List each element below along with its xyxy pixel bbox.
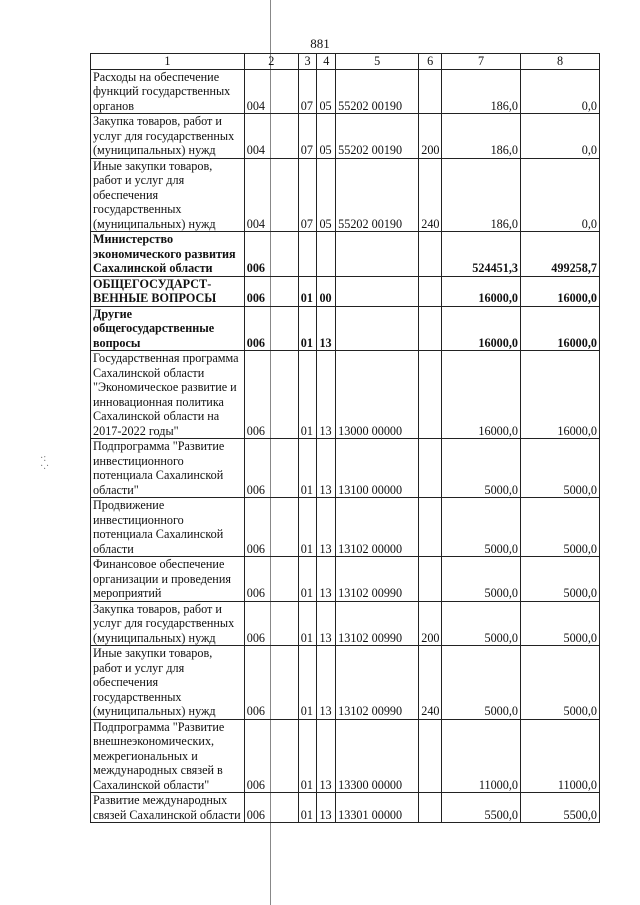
ministry-code-cell: 004: [244, 114, 298, 159]
table-row: [91, 158, 600, 232]
section-cell: 01: [298, 498, 317, 557]
subsection-cell: 05: [317, 69, 336, 114]
table-row: [91, 276, 600, 306]
column-header: 5: [336, 54, 419, 70]
amount-year1-cell: 186,0: [442, 69, 521, 114]
target-article-cell: 13102 00000: [336, 498, 419, 557]
table-row: [91, 557, 600, 602]
subsection-cell: 13: [317, 306, 336, 351]
target-article-cell: 13102 00990: [336, 601, 419, 646]
subsection-cell: 13: [317, 439, 336, 498]
section-cell: 07: [298, 69, 317, 114]
ministry-code-cell: 006: [244, 601, 298, 646]
ministry-code-cell: 006: [244, 351, 298, 439]
section-cell: 01: [298, 306, 317, 351]
expense-type-cell: [419, 719, 442, 793]
expense-type-cell: [419, 351, 442, 439]
amount-year1-cell: 186,0: [442, 114, 521, 159]
target-article-cell: 13000 00000: [336, 351, 419, 439]
subsection-cell: 13: [317, 351, 336, 439]
section-cell: 07: [298, 114, 317, 159]
target-article-cell: 13102 00990: [336, 557, 419, 602]
table-row: [91, 114, 600, 159]
amount-year2-cell: 499258,7: [521, 232, 600, 277]
column-header: 8: [521, 54, 600, 70]
row-name-cell: Подпрограмма "Развитие внешнеэкономических, межрегиональных и международных связей в Сахалинской области": [91, 719, 245, 793]
scan-speck: ·: ·.·: [40, 453, 50, 472]
amount-year2-cell: 16000,0: [521, 351, 600, 439]
row-name-cell: Иные закупки товаров, работ и услуг для обеспечения государственных (муниципальных) нужд: [91, 646, 245, 720]
row-name-cell: Продвижение инвестиционного потенциала Сахалинской области: [91, 498, 245, 557]
row-name-cell: Подпрограмма "Развитие инвестиционного потенциала Сахалинской области": [91, 439, 245, 498]
amount-year1-cell: 16000,0: [442, 351, 521, 439]
column-header: 2: [244, 54, 298, 70]
target-article-cell: [336, 306, 419, 351]
row-name-cell: Государственная программа Сахалинской области "Экономическое развитие и инновационная политика Сахалинской области на 2017-2022 годы": [91, 351, 245, 439]
target-article-cell: 13301 00000: [336, 793, 419, 823]
ministry-code-cell: 006: [244, 646, 298, 720]
expense-type-cell: [419, 306, 442, 351]
subsection-cell: 05: [317, 114, 336, 159]
expense-type-cell: [419, 557, 442, 602]
expense-type-cell: 200: [419, 601, 442, 646]
section-cell: 07: [298, 158, 317, 232]
row-name-cell: Министерство экономического развития Сахалинской области: [91, 232, 245, 277]
table-row: [91, 719, 600, 793]
subsection-cell: 13: [317, 601, 336, 646]
table-row: [91, 498, 600, 557]
ministry-code-cell: 004: [244, 69, 298, 114]
table-row: [91, 351, 600, 439]
subsection-cell: 00: [317, 276, 336, 306]
amount-year1-cell: 16000,0: [442, 306, 521, 351]
section-cell: 01: [298, 439, 317, 498]
amount-year1-cell: 5000,0: [442, 646, 521, 720]
ministry-code-cell: 006: [244, 557, 298, 602]
page-number: 881: [310, 36, 330, 51]
amount-year2-cell: 5000,0: [521, 601, 600, 646]
row-name-cell: ОБЩЕГОСУДАРСТ-ВЕННЫЕ ВОПРОСЫ: [91, 276, 245, 306]
subsection-cell: 13: [317, 557, 336, 602]
row-name-cell: Закупка товаров, работ и услуг для государственных (муниципальных) нужд: [91, 114, 245, 159]
amount-year2-cell: 5500,0: [521, 793, 600, 823]
expense-type-cell: [419, 69, 442, 114]
row-name-cell: Другие общегосударственные вопросы: [91, 306, 245, 351]
section-cell: [298, 232, 317, 277]
amount-year2-cell: 0,0: [521, 158, 600, 232]
section-cell: 01: [298, 646, 317, 720]
amount-year1-cell: 16000,0: [442, 276, 521, 306]
column-header: 7: [442, 54, 521, 70]
subsection-cell: 13: [317, 719, 336, 793]
header-row: [91, 54, 600, 70]
target-article-cell: 13100 00000: [336, 439, 419, 498]
expense-type-cell: [419, 232, 442, 277]
table-row: [91, 306, 600, 351]
subsection-cell: 13: [317, 646, 336, 720]
amount-year2-cell: 5000,0: [521, 439, 600, 498]
row-name-cell: Финансовое обеспечение организации и проведения мероприятий: [91, 557, 245, 602]
section-cell: 01: [298, 601, 317, 646]
amount-year2-cell: 5000,0: [521, 498, 600, 557]
amount-year1-cell: 11000,0: [442, 719, 521, 793]
budget-table: [90, 53, 600, 823]
amount-year2-cell: 11000,0: [521, 719, 600, 793]
target-article-cell: [336, 232, 419, 277]
subsection-cell: [317, 232, 336, 277]
subsection-cell: 05: [317, 158, 336, 232]
section-cell: 01: [298, 276, 317, 306]
amount-year2-cell: 5000,0: [521, 646, 600, 720]
expense-type-cell: [419, 498, 442, 557]
table-row: [91, 793, 600, 823]
ministry-code-cell: 006: [244, 276, 298, 306]
ministry-code-cell: 004: [244, 158, 298, 232]
section-cell: 01: [298, 719, 317, 793]
amount-year2-cell: 0,0: [521, 114, 600, 159]
amount-year2-cell: 0,0: [521, 69, 600, 114]
section-cell: 01: [298, 793, 317, 823]
target-article-cell: 13300 00000: [336, 719, 419, 793]
expense-type-cell: [419, 276, 442, 306]
column-header: 6: [419, 54, 442, 70]
subsection-cell: 13: [317, 498, 336, 557]
ministry-code-cell: 006: [244, 498, 298, 557]
ministry-code-cell: 006: [244, 793, 298, 823]
row-name-cell: Развитие международных связей Сахалинской области: [91, 793, 245, 823]
expense-type-cell: [419, 793, 442, 823]
ministry-code-cell: 006: [244, 439, 298, 498]
table-row: [91, 646, 600, 720]
ministry-code-cell: 006: [244, 719, 298, 793]
section-cell: 01: [298, 557, 317, 602]
column-header: 1: [91, 54, 245, 70]
row-name-cell: Иные закупки товаров, работ и услуг для обеспечения государственных (муниципальных) нужд: [91, 158, 245, 232]
target-article-cell: [336, 276, 419, 306]
subsection-cell: 13: [317, 793, 336, 823]
row-name-cell: Закупка товаров, работ и услуг для государственных (муниципальных) нужд: [91, 601, 245, 646]
column-header: 4: [317, 54, 336, 70]
target-article-cell: 55202 00190: [336, 69, 419, 114]
amount-year2-cell: 5000,0: [521, 557, 600, 602]
amount-year1-cell: 5000,0: [442, 557, 521, 602]
amount-year1-cell: 5000,0: [442, 601, 521, 646]
amount-year1-cell: 524451,3: [442, 232, 521, 277]
table-row: [91, 232, 600, 277]
ministry-code-cell: 006: [244, 306, 298, 351]
ministry-code-cell: 006: [244, 232, 298, 277]
section-cell: 01: [298, 351, 317, 439]
expense-type-cell: 240: [419, 158, 442, 232]
table-row: [91, 439, 600, 498]
target-article-cell: 55202 00190: [336, 158, 419, 232]
amount-year1-cell: 5000,0: [442, 439, 521, 498]
expense-type-cell: 240: [419, 646, 442, 720]
table-row: [91, 69, 600, 114]
expense-type-cell: 200: [419, 114, 442, 159]
column-header: 3: [298, 54, 317, 70]
table-row: [91, 601, 600, 646]
amount-year1-cell: 186,0: [442, 158, 521, 232]
target-article-cell: 13102 00990: [336, 646, 419, 720]
table-body: [91, 69, 600, 823]
amount-year1-cell: 5000,0: [442, 498, 521, 557]
target-article-cell: 55202 00190: [336, 114, 419, 159]
row-name-cell: Расходы на обеспечение функций государственных органов: [91, 69, 245, 114]
amount-year2-cell: 16000,0: [521, 276, 600, 306]
amount-year2-cell: 16000,0: [521, 306, 600, 351]
expense-type-cell: [419, 439, 442, 498]
amount-year1-cell: 5500,0: [442, 793, 521, 823]
